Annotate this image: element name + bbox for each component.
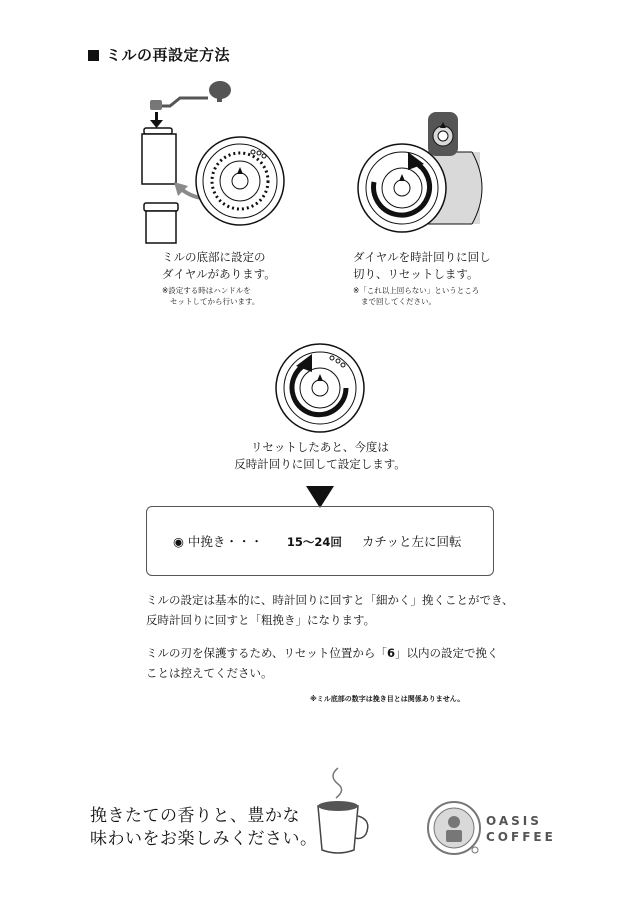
- target-bullet-icon: ◉: [173, 534, 184, 549]
- grind-setting-row: [173, 532, 462, 550]
- tagline: 挽きたての香りと、豊かな 味わいをお楽しみください。: [90, 806, 318, 849]
- click-range: 15〜24回: [286, 535, 342, 549]
- grind-setting-box: [146, 506, 494, 576]
- brand-name: OASIS COFFEE: [486, 814, 556, 844]
- dial-reset-illustration: [352, 112, 492, 236]
- rotation-instruction: カチッと左に回転: [361, 534, 462, 549]
- dial-number-note: ※ミル底部の数字は挽き目とは関係ありません。: [310, 695, 465, 703]
- setting-explanation: ミルの設定は基本的に、時計回りに回すと「細かく」挽くことができ、 反時計回りに回すと「粗挽き」になります。: [146, 593, 514, 627]
- oasis-logo-icon: [426, 800, 482, 856]
- coffee-cup-icon: [306, 766, 376, 858]
- grind-level: 中挽き・・・: [187, 534, 263, 549]
- step2-note: ※「これ以上回らない」というところ まで回してください。: [353, 286, 480, 306]
- step3-caption: リセットしたあと、今度は 反時計回りに回して設定します。: [234, 440, 406, 471]
- reset-limit-number: 6: [386, 646, 395, 660]
- step2-caption: ダイヤルを時計回りに回し 切り、リセットします。: [353, 250, 491, 281]
- grinder-illustration: [130, 76, 300, 248]
- step1-note: ※設定する時はハンドルを セットしてから行います。: [162, 286, 260, 306]
- dial-counterclockwise-illustration: [272, 340, 368, 436]
- section-heading: [88, 44, 230, 65]
- heading-text: ミルの再設定方法: [106, 46, 231, 64]
- blade-warning: ミルの刃を保護するため、リセット位置から「6」以内の設定で挽く ことは控えてください。: [146, 646, 499, 680]
- square-bullet-icon: [88, 50, 99, 61]
- step1-caption: ミルの底部に設定の ダイヤルがあります。: [162, 250, 276, 281]
- down-arrow-icon: [306, 486, 334, 508]
